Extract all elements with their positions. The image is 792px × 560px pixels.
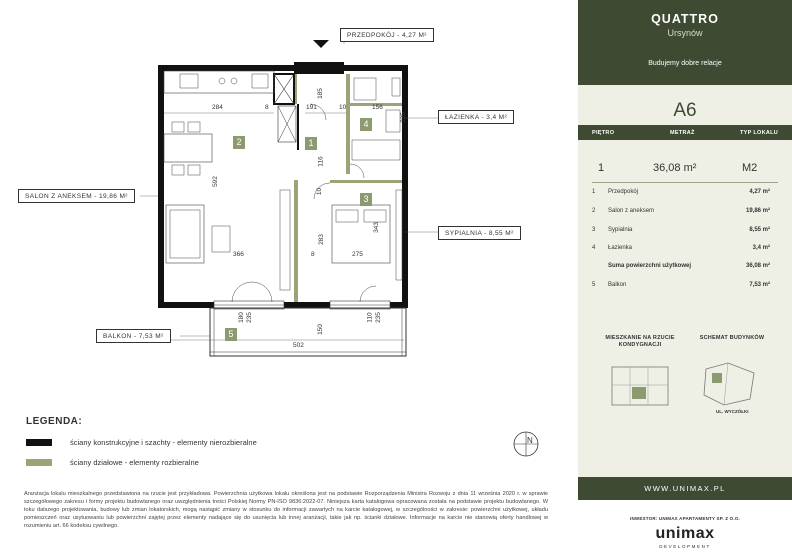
- room-row-area: 19,86 m²: [745, 208, 770, 214]
- header-floor: PIĘTRO: [592, 130, 615, 136]
- legend-swatch-structural: [26, 439, 52, 446]
- floor-plan-thumbnail: [608, 361, 672, 411]
- callout-hall: PRZEDPOKÓJ - 4,27 M²: [340, 28, 434, 42]
- dim-shaft-wall: 8: [265, 104, 269, 111]
- dim-hall-wall: 10: [316, 187, 324, 196]
- room-row-number: 2: [592, 208, 596, 214]
- legend-swatch-partition: [26, 459, 52, 466]
- legend-label-partition: ściany działowe - elementy rozbieralne: [70, 458, 199, 467]
- dim-balcony-door-2: 235: [245, 312, 253, 323]
- panel-body: [578, 85, 792, 477]
- dim-bedroom-length: 343: [372, 222, 380, 233]
- room-number-1: 1: [305, 137, 317, 150]
- unit-code: A6: [673, 100, 697, 121]
- dim-living-depth: 592: [211, 176, 219, 187]
- panel-header: [578, 0, 792, 85]
- room-row-area: 3,4 m²: [752, 245, 770, 251]
- dim-living-width: 366: [233, 251, 244, 258]
- dim-bath-width: 156: [372, 104, 383, 111]
- project-tagline: Budujemy dobre relacje: [648, 60, 722, 67]
- dim-balcony-door-1: 180: [237, 312, 245, 323]
- website-link[interactable]: WWW.UNIMAX.PL: [578, 477, 792, 500]
- project-district: Ursynów: [667, 28, 703, 38]
- unimax-logo-sub: DEVELOPMENT: [659, 544, 711, 549]
- panel-footer: [578, 500, 792, 560]
- dim-partition: 8: [311, 251, 315, 258]
- callout-bathroom: ŁAZIENKA - 3,4 M²: [438, 110, 514, 124]
- room-row-name: Przedpokój: [608, 189, 639, 195]
- dim-balcony-window-2: 235: [374, 312, 382, 323]
- room-row-name: Salon z aneksem: [608, 208, 655, 214]
- room-number-2: 2: [233, 136, 245, 149]
- floor-plan-thumb-title: MIESZKANIE NA RZUCIE KONDYGNACJI: [605, 335, 675, 348]
- investor-text: INWESTOR: UNIMAX APARTAMENTY SP. Z O.O.: [630, 516, 740, 521]
- room-row-name: Łazienka: [608, 245, 633, 251]
- unit-type: M2: [742, 162, 758, 174]
- room-number-5: 5: [225, 328, 237, 341]
- room-row-number: 4: [592, 245, 596, 251]
- dim-hall-width: 191: [306, 104, 317, 111]
- room-number-3: 3: [360, 193, 372, 206]
- header-type: TYP LOKALU: [740, 130, 779, 136]
- room-sum-label: Suma powierzchni użytkowej: [608, 263, 692, 269]
- room-row-number: 1: [592, 189, 596, 195]
- room-row-number: 3: [592, 227, 596, 233]
- info-panel: [578, 0, 792, 560]
- legend-label-structural: ściany konstrukcyjne i szachty - elementy nierozbieralne: [70, 438, 257, 447]
- dim-bath-wall: 10: [339, 104, 347, 111]
- room-row-area: 4,27 m²: [749, 189, 770, 195]
- dim-balcony-width: 502: [293, 342, 304, 349]
- dim-bedroom-depth: 283: [317, 234, 325, 245]
- balcony-row-name: Balkon: [608, 282, 627, 288]
- balcony-row-area: 7,53 m²: [749, 282, 770, 288]
- unit-props-header: [578, 125, 792, 140]
- room-sum-area: 36,08 m²: [745, 263, 770, 269]
- dim-shaft-depth: 185: [316, 88, 324, 99]
- rooms-divider: [592, 182, 778, 183]
- dim-balcony-window-1: 110: [366, 312, 374, 323]
- balcony-row-number: 5: [592, 282, 596, 288]
- project-brand: QUATTRO: [651, 12, 719, 26]
- room-row-name: Sypialnia: [608, 227, 633, 233]
- dim-hall-depth: 116: [317, 156, 325, 167]
- building-schema-title: SCHEMAT BUDYNKÓW: [699, 335, 765, 341]
- unimax-logo: unimax: [655, 525, 715, 542]
- entrance-arrow-icon: [313, 40, 329, 48]
- street-label: UL. WYCZÓŁKI: [716, 409, 749, 414]
- dim-balcony-depth: 150: [316, 324, 324, 335]
- north-arrow-icon: [512, 430, 540, 458]
- legend-item-partition: [26, 458, 199, 467]
- dim-kitchen-width: 284: [212, 104, 223, 111]
- room-number-4: 4: [360, 118, 372, 131]
- header-area: METRAŻ: [670, 130, 695, 136]
- legend-title: LEGENDA:: [26, 416, 83, 427]
- dim-bedroom-width: 275: [352, 251, 363, 258]
- legend-item-structural: [26, 438, 257, 447]
- room-row-area: 8,55 m²: [749, 227, 770, 233]
- unit-area: 36,08 m²: [653, 162, 697, 174]
- callout-living-room: SALON Z ANEKSEM - 19,86 M²: [18, 189, 135, 203]
- dim-bath-depth: 235: [399, 112, 407, 123]
- svg-text:N: N: [527, 436, 533, 445]
- building-schema-thumbnail: [698, 359, 762, 409]
- disclaimer-text: Aranżacja lokalu mieszkalnego przedstawiona na rzucie jest przykładowa. Powierzchnia użytkowa lokalu określona jest na podstawie Rozporządzenia Ministra Rozwoju z dnia 11 września 2020 r. w sprawie szczegółowego zakresu i formy projektu budowlanego oraz uwzględnienia treści Polskiej Normy PN-ISO 9836:2022-07. Niniejsza karta katalogowa opracowana została na podstawie projektu budowlanego. W toku dalszego projektowania, budowy lub zmian lokatorskich, mogą nastąpić zmiany w stosunku do informacji zawartych na karcie katalogowej, w szczególności w zakresie: powierzchni użytkowej, układu pomieszczeń oraz usytuowaniu lub powierzchni zajętej przez elementy nadające się do usunięcia lub innej aranżacji, takie jak np. ścianki działowe. Informacje na karcie nie stanowią oferty handlowej w rozumieniu art. 66 kodeksu cywilnego.: [24, 491, 548, 529]
- callout-bedroom: SYPIALNIA - 8,55 M²: [438, 226, 521, 240]
- unit-floor: 1: [598, 162, 605, 174]
- callout-balcony: BALKON - 7,53 M²: [96, 329, 171, 343]
